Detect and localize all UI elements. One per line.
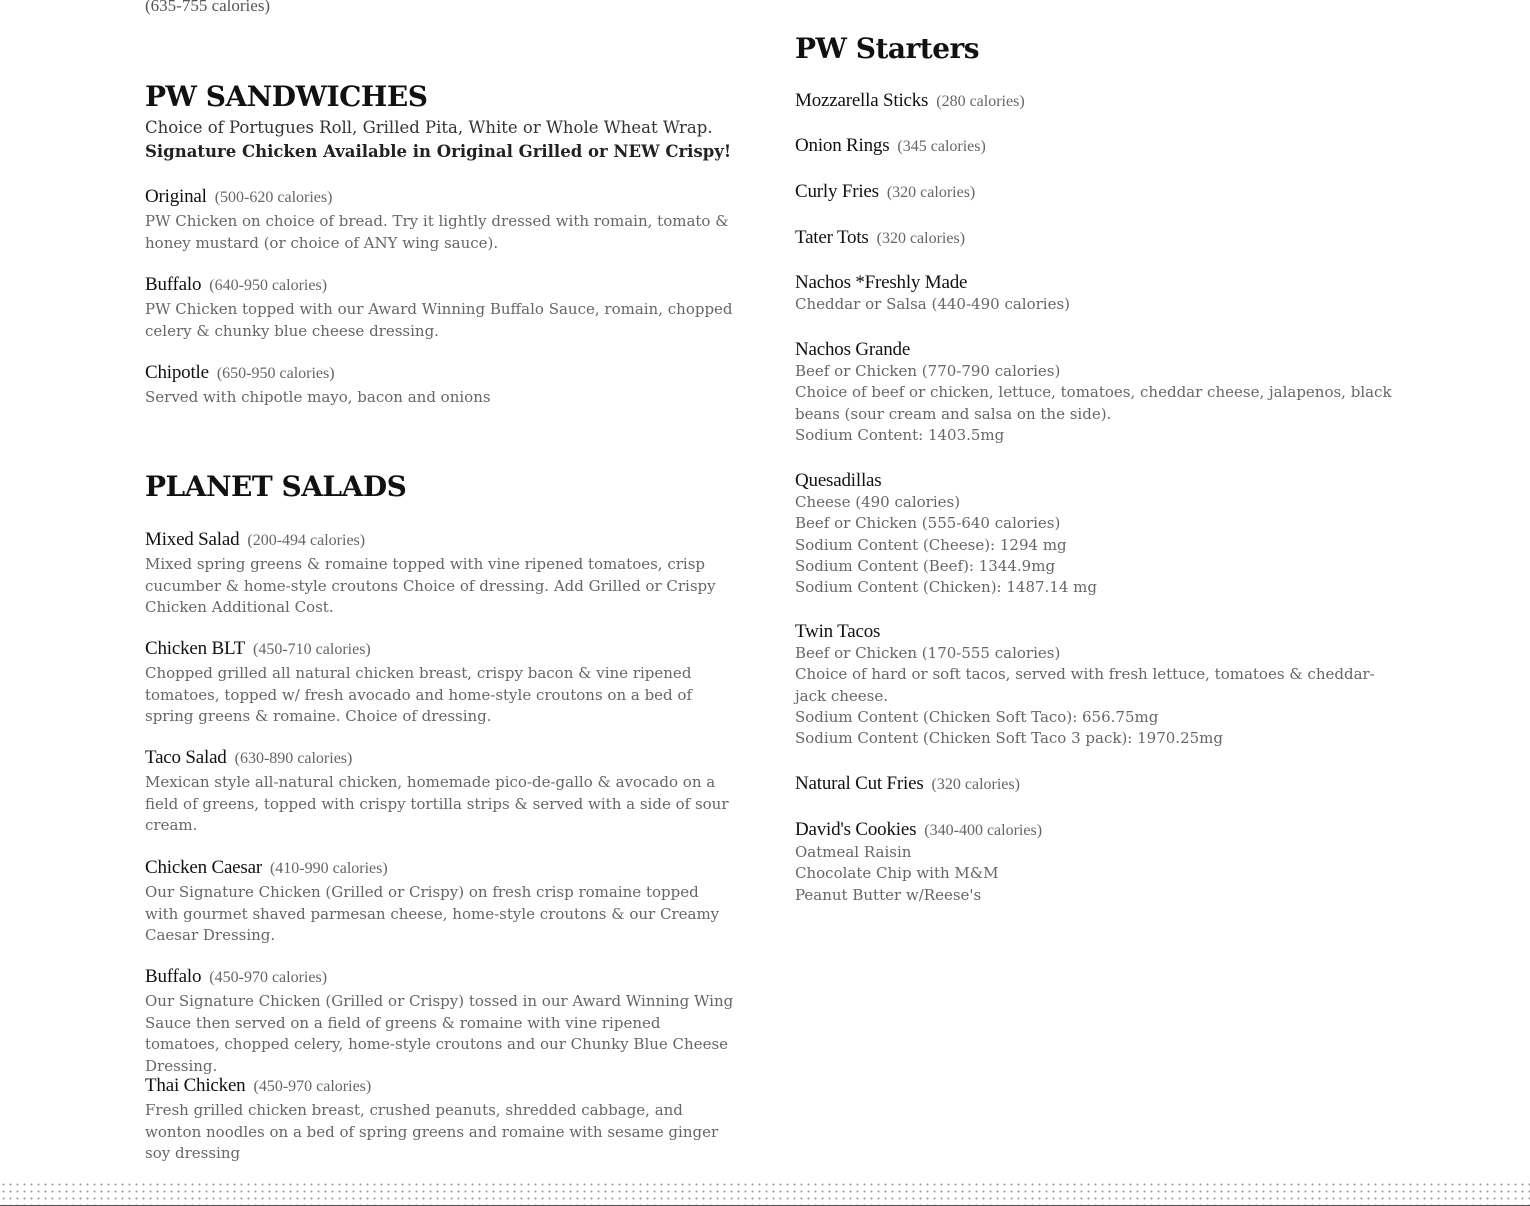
item-calories: (450-710 calories) (253, 641, 371, 658)
item-line: Sodium Content (Beef): 1344.9mg (795, 556, 1056, 575)
item-name: David's Cookies (795, 819, 917, 840)
item-calories: (280 calories) (936, 93, 1025, 110)
item-description: PW Chicken topped with our Award Winning Buffalo Sauce, romain, chopped celery & chunky blue cheese dressing. (145, 300, 733, 340)
item-name: Natural Cut Fries (795, 773, 924, 794)
starter-item-mozzarella-sticks (795, 90, 1385, 113)
item-name: Curly Fries (795, 181, 879, 202)
item-description: PW Chicken on choice of bread. Try it lightly dressed with romain, tomato & honey mustard (or choice of ANY wing sauce). (145, 212, 729, 252)
item-name: Onion Rings (795, 135, 890, 156)
item-description: Mixed spring greens & romaine topped with vine ripened tomatoes, crisp cucumber & home-style croutons Choice of dressing. Add Grilled or Crispy Chicken Additional Cost. (145, 555, 716, 616)
item-calories: (410-990 calories) (269, 860, 388, 877)
top-calories-text: (635-755 calories) (145, 0, 271, 15)
item-name: Tater Tots (795, 227, 869, 248)
starter-item-onion-rings (795, 135, 1385, 158)
item-name: Nachos Grande (795, 339, 911, 360)
sandwich-item-original (145, 186, 735, 254)
starter-item-nachos (795, 272, 1385, 315)
salad-item-chicken-caesar (145, 857, 735, 947)
starters-title: PW Starters (795, 32, 980, 65)
item-line: Sodium Content (Chicken Soft Taco): 656.75mg (795, 707, 1159, 726)
salad-item-thai-chicken (145, 1075, 735, 1165)
item-calories: (320 calories) (931, 776, 1020, 793)
item-description: Chopped grilled all natural chicken breast, crispy bacon & vine ripened tomatoes, topped w/ fresh avocado and home-style croutons on a bed of spring greens & romaine. Choice of dressing. (145, 664, 693, 725)
item-line: Sodium Content (Cheese): 1294 mg (795, 535, 1067, 554)
item-line: Choice of beef or chicken, lettuce, tomatoes, cheddar cheese, jalapenos, black (795, 383, 1392, 402)
item-name: Twin Tacos (795, 621, 881, 642)
starter-item-davids-cookies (795, 819, 1385, 906)
item-name: Original (145, 186, 207, 207)
sandwich-item-buffalo (145, 274, 735, 342)
item-line: Beef or Chicken (555-640 calories) (795, 514, 1061, 533)
item-line: Cheese (490 calories) (795, 493, 961, 511)
item-name: Buffalo (145, 274, 202, 295)
item-line: Peanut Butter w/Reese's (795, 885, 982, 904)
item-description: Fresh grilled chicken breast, crushed peanuts, shredded cabbage, and wonton noodles on a bed of spring greens and romaine with sesame ginger soy dressing (145, 1101, 719, 1162)
item-line: Beef or Chicken (770-790 calories) (795, 362, 1061, 380)
item-line: Oatmeal Raisin (795, 843, 912, 861)
item-calories: (500-620 calories) (214, 189, 333, 206)
starter-item-curly-fries (795, 181, 1385, 204)
starter-item-natural-cut-fries (795, 773, 1385, 796)
item-description: Mexican style all-natural chicken, homemade pico-de-gallo & avocado on a field of greens, topped with crispy tortilla strips & served with a side of sour cream. (145, 773, 729, 834)
item-name: Buffalo (145, 966, 202, 987)
item-name: Chicken BLT (145, 638, 246, 659)
starter-item-twin-tacos (795, 621, 1385, 749)
item-line: Sodium Content (Chicken): 1487.14 mg (795, 578, 1097, 597)
item-line: beans (sour cream and salsa on the side). (795, 404, 1112, 423)
item-name: Chicken Caesar (145, 857, 262, 878)
salad-item-chicken-blt (145, 638, 735, 728)
item-line: Sodium Content (Chicken Soft Taco 3 pack): 1970.25mg (795, 729, 1223, 748)
salad-item-buffalo (145, 966, 735, 1077)
item-line: Sodium Content: 1403.5mg (795, 425, 1005, 444)
salad-item-taco-salad (145, 747, 735, 837)
salads-title: PLANET SALADS (145, 470, 407, 503)
item-name: Thai Chicken (145, 1075, 246, 1096)
sandwiches-subtitle: Choice of Portugues Roll, Grilled Pita, White or Whole Wheat Wrap. (145, 118, 713, 137)
sandwiches-note: Signature Chicken Available in Original Grilled or NEW Crispy! (145, 142, 732, 161)
item-calories: (200-494 calories) (247, 532, 366, 549)
item-calories: (450-970 calories) (253, 1078, 372, 1095)
dotted-footer-pattern (0, 1181, 1530, 1206)
item-line: Chocolate Chip with M&M (795, 864, 999, 883)
item-calories: (650-950 calories) (216, 365, 335, 382)
item-line: Beef or Chicken (170-555 calories) (795, 644, 1061, 662)
item-name: Chipotle (145, 362, 209, 383)
item-line: Cheddar or Salsa (440-490 calories) (795, 295, 1071, 313)
salad-item-mixed-salad (145, 529, 735, 619)
starter-item-nachos-grande (795, 339, 1392, 446)
item-calories: (340-400 calories) (924, 822, 1043, 839)
item-description: Our Signature Chicken (Grilled or Crispy) tossed in our Award Winning Wing Sauce then served on a field of greens & romaine with vine ripened tomatoes, chopped celery, home-style croutons and our Chunky Blue Cheese Dressing. (145, 992, 734, 1075)
item-name: Mixed Salad (145, 529, 240, 550)
starter-item-tater-tots (795, 227, 1385, 250)
starter-item-quesadillas (795, 470, 1385, 598)
item-calories: (450-970 calories) (209, 969, 328, 986)
sandwich-item-chipotle (145, 362, 735, 409)
item-calories: (320 calories) (886, 184, 976, 201)
item-description: Our Signature Chicken (Grilled or Crispy) on fresh crisp romaine topped with gourmet shaved parmesan cheese, home-style croutons & our Creamy Caesar Dressing. (145, 883, 720, 944)
item-name: Mozzarella Sticks (795, 90, 929, 111)
item-calories: (630-890 calories) (234, 750, 353, 767)
sandwiches-title: PW SANDWICHES (145, 80, 428, 113)
item-calories: (640-950 calories) (209, 277, 328, 294)
item-description: Served with chipotle mayo, bacon and onions (145, 388, 491, 406)
item-line: Choice of hard or soft tacos, served with fresh lettuce, tomatoes & cheddar- (795, 665, 1375, 684)
item-calories: (320 calories) (876, 230, 966, 247)
item-name: Quesadillas (795, 470, 882, 491)
item-calories: (345 calories) (897, 138, 986, 155)
item-name: Nachos *Freshly Made (795, 272, 968, 293)
item-name: Taco Salad (145, 747, 227, 768)
item-line: jack cheese. (795, 686, 889, 705)
